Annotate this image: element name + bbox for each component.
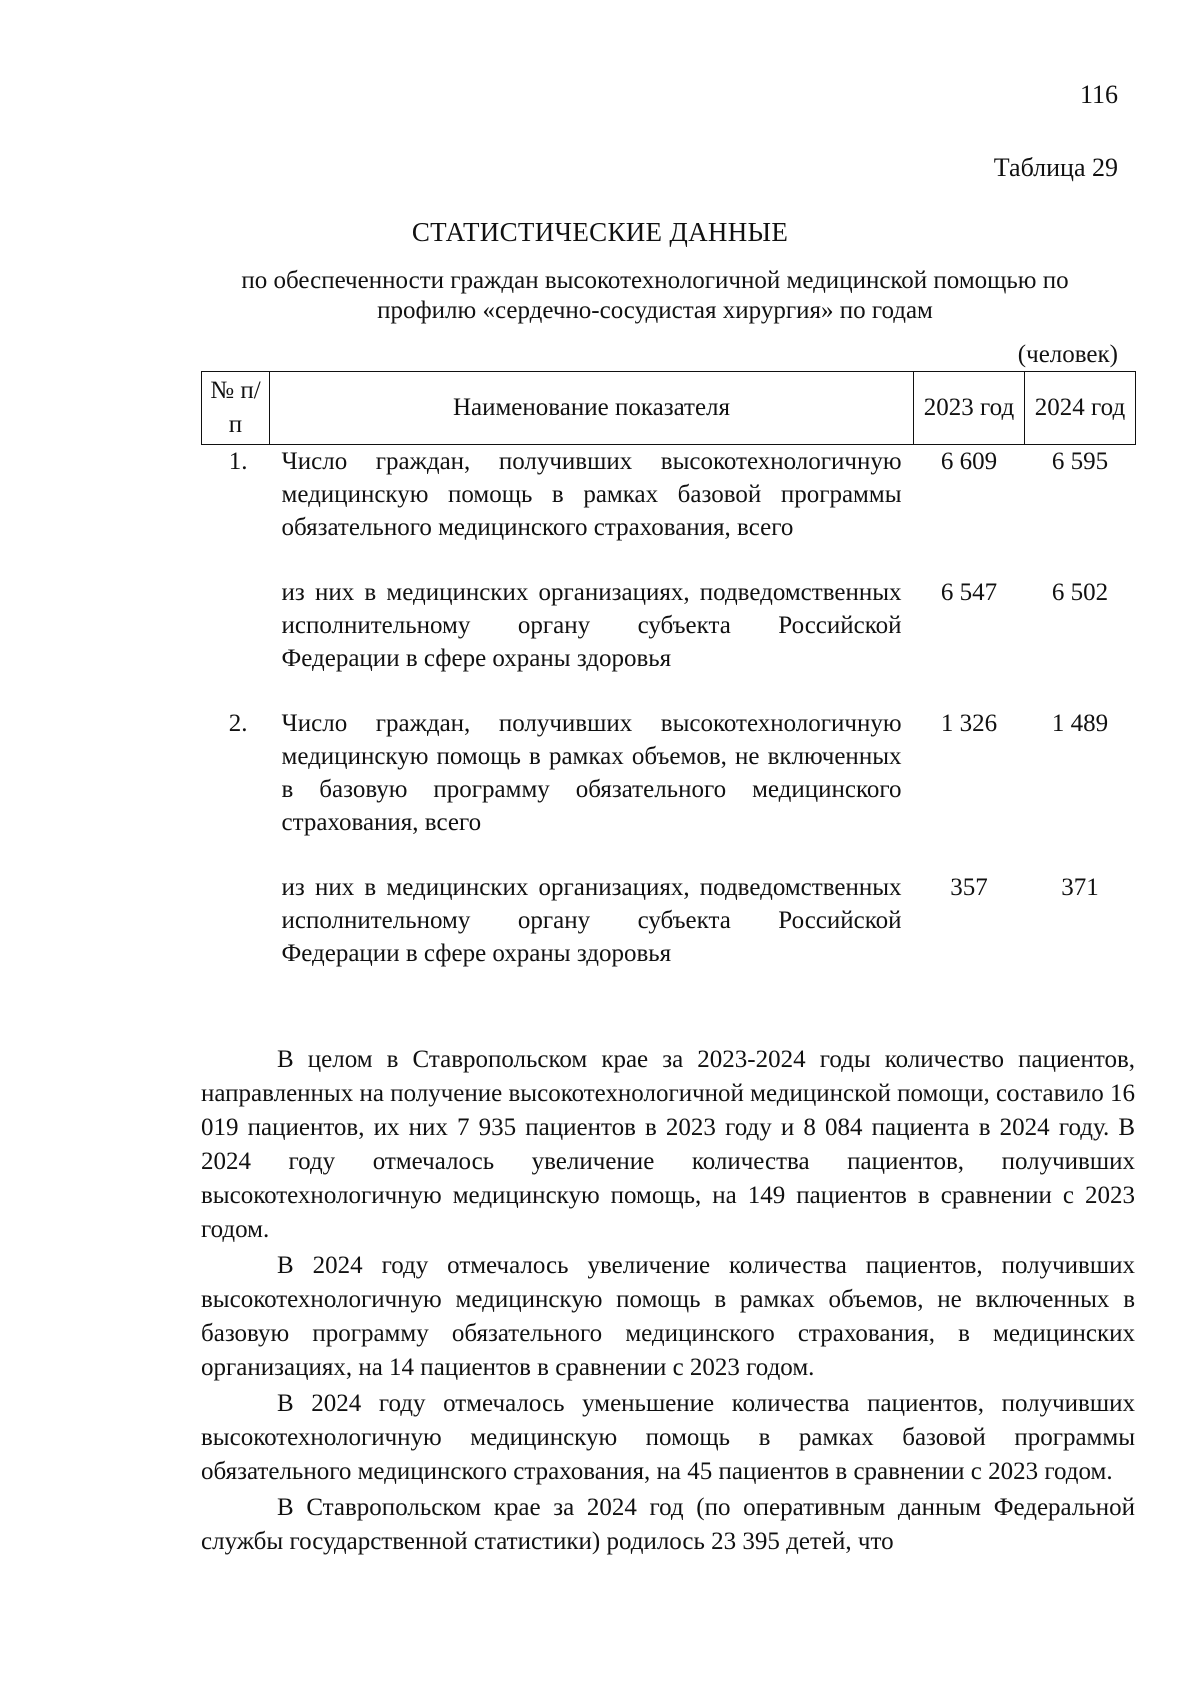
row-value-2024: 1 489 <box>1051 710 1109 737</box>
paragraph: В 2024 году отмечалось увеличение количества пациентов, получивших высокотехнологичную медицинскую помощь в рамках объемов, не включенных в базовую программу обязательного медицинского страхования, в медицинских организациях, на 14 пациентов в сравнении с 2023 годом. <box>201 1252 1135 1381</box>
row-gap <box>202 675 1136 707</box>
document-subtitle: по обеспеченности граждан высокотехнологичной медицинской помощью по профилю «сердечно-сосудистая хирургия» по годам <box>241 267 1069 324</box>
row-value-2023: 6 609 <box>940 448 998 475</box>
document-title: СТАТИСТИЧЕСКИЕ ДАННЫЕ <box>411 217 789 247</box>
table-header-row <box>202 372 1136 445</box>
row-value-2023: 6 547 <box>940 579 998 606</box>
table-row <box>202 576 1136 675</box>
page-number: 116 <box>1079 80 1118 109</box>
row-value-2023: 1 326 <box>940 710 998 737</box>
row-value-2024: 371 <box>1061 874 1099 901</box>
row-gap <box>202 544 1136 576</box>
row-gap <box>202 839 1136 871</box>
header-2024: 2024 год <box>1025 372 1136 445</box>
header-name: Наименование показателя <box>270 372 914 445</box>
row-value-2024: 6 502 <box>1051 579 1109 606</box>
units-label: (человек) <box>1017 341 1118 368</box>
body-text <box>201 1043 1135 1561</box>
table-number: Таблица 29 <box>993 153 1118 182</box>
paragraph: В Ставропольском крае за 2024 год (по оперативным данным Федеральной службы государственной статистики) родилось 23 395 детей, что <box>201 1494 1135 1555</box>
header-num: № п/п <box>202 372 270 445</box>
row-num <box>202 871 270 970</box>
header-2023: 2023 год <box>914 372 1025 445</box>
row-value-2023: 357 <box>950 874 988 901</box>
table-row <box>202 445 1136 545</box>
row-name: Число граждан, получивших высокотехнологичную медицинскую помощь в рамках объемов, не включенных в базовую программу обязательного медицинского страхования, всего <box>281 710 902 836</box>
row-value-2024: 6 595 <box>1051 448 1109 475</box>
row-name: из них в медицинских организациях, подведомственных исполнительному органу субъекта Российской Федерации в сфере охраны здоровья <box>281 874 902 967</box>
paragraph: В целом в Ставропольском крае за 2023-2024 годы количество пациентов, направленных на получение высокотехнологичной медицинской помощи, составило 16 019 пациентов, их них 7 935 пациентов в 2023 году и 8 084 пациента в 2024 году. В 2024 году отмечалось увеличение количества пациентов, получивших высокотехнологичную медицинскую помощь, на 149 пациентов в сравнении с 2023 годом. <box>201 1046 1135 1243</box>
row-num: 1. <box>228 448 248 475</box>
table-row <box>202 871 1136 970</box>
statistics-table <box>201 371 1136 970</box>
row-num <box>202 576 270 675</box>
row-num: 2. <box>228 710 248 737</box>
row-name: из них в медицинских организациях, подведомственных исполнительному органу субъекта Российской Федерации в сфере охраны здоровья <box>281 579 902 672</box>
paragraph: В 2024 году отмечалось уменьшение количества пациентов, получивших высокотехнологичную медицинскую помощь в рамках базовой программы обязательного медицинского страхования, на 45 пациентов в сравнении с 2023 годом. <box>201 1390 1135 1485</box>
table-row <box>202 707 1136 839</box>
row-name: Число граждан, получивших высокотехнологичную медицинскую помощь в рамках базовой программы обязательного медицинского страхования, всего <box>281 448 902 541</box>
